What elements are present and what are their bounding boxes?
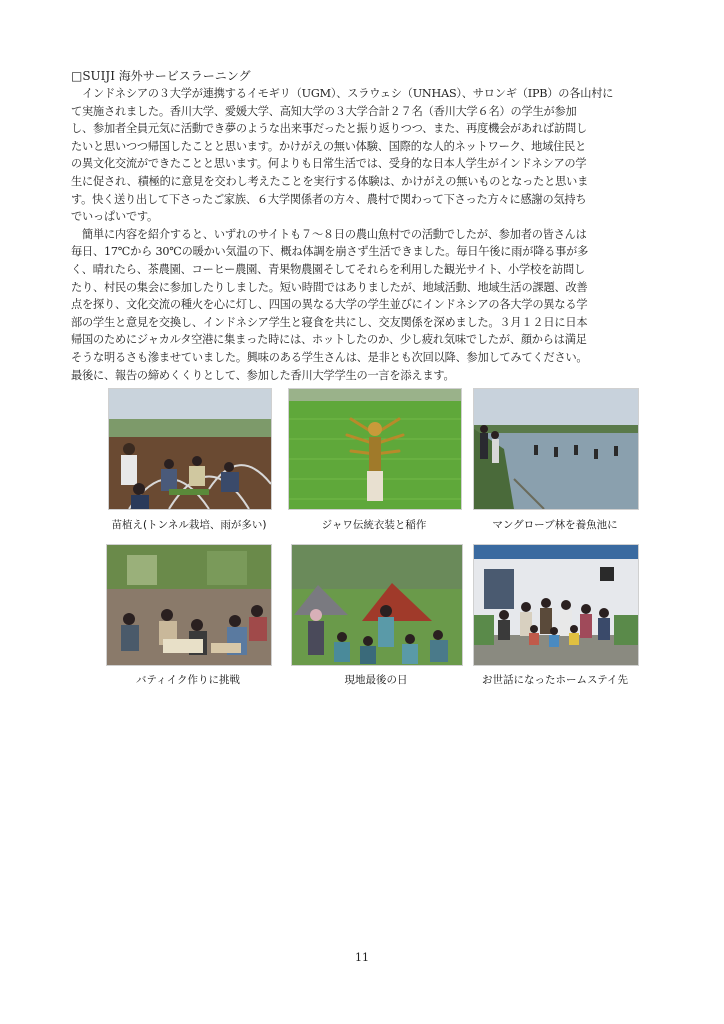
text-line: 生に促され、積極的に意見を交わし考えたことを実行する体験は、かけがえの無いものとなったと思いま (71, 174, 589, 188)
photo-caption: バティイク作りに挑戦 (136, 674, 240, 686)
text-line: 毎日、17℃から 30℃の暖かい気温の下、概ね体調を崩さず生活できました。毎日午後に雨が降る事が多 (71, 245, 589, 259)
text-line: 最後に、報告の締めくくりとして、参加した香川大学学生の一言を添えます。 (71, 368, 455, 382)
photo-homestay-group (473, 544, 639, 666)
text-line: 簡単に内容を紹介すると、いずれのサイトも７〜８日の農山魚村での活動でしたが、参加者の皆さんは (71, 227, 587, 241)
photo-mangrove-pond (473, 388, 639, 510)
photo-tunnel-planting (108, 388, 272, 510)
photo-caption: お世話になったホームステイ先 (481, 674, 629, 686)
photo-rice-field-costume (288, 388, 462, 510)
photo-caption: 現地最後の日 (344, 674, 408, 686)
photo-caption: マングローブ林を養魚池に (492, 519, 618, 531)
text-line: インドネシアの３大学が連携するイモギリ（UGM）、スラウェシ（UNHAS）、サロンギ（IPB）の各山村に (71, 87, 614, 100)
text-line: 部の学生と意見を交換し、インドネシア学生と寝食を共にし、交友関係を深めました。３月１２日に日本 (71, 315, 588, 329)
section-title: □SUIJI 海外サービスラーニング (71, 69, 251, 83)
text-line: 点を探り、文化交流の種火を心に灯し、四国の異なる大学の学生並びにインドネシアの各大学の異なる学 (71, 298, 588, 312)
photo-caption: 苗植え(トンネル栽培、雨が多い) (111, 519, 267, 531)
text-line: たり、村民の集会に参加したりしました。短い時間ではありましたが、地域活動、地域生活の課題、改善 (71, 280, 588, 294)
text-line: く、晴れたら、茶農園、コーヒー農園、青果物農園そしてそれらを利用した観光サイト、小学校を訪問し (71, 262, 585, 276)
text-line: の異文化交流ができたことと思います。何よりも日常生活では、受身的な日本人学生がインドネシアの学 (71, 157, 587, 171)
photo-batik-workshop (106, 544, 272, 666)
body-paragraphs (71, 85, 655, 384)
page-number: 11 (355, 951, 369, 964)
text-line: たいと思いつつ帰国したことと思います。かけがえの無い体験、国際的な人的ネットワーク、地域住民と (71, 139, 587, 153)
photo-caption: ジャワ伝統衣装と稲作 (321, 519, 427, 531)
photo-campsite-group (291, 544, 463, 666)
text-line: 帰国のためにジャカルタ空港に集まった時には、ホットしたのか、少し疲れ気味でしたが、顔からは満足 (71, 333, 587, 347)
text-line: て実施されました。香川大学、愛媛大学、高知大学の３大学合計２７名（香川大学６名）の学生が参加 (71, 104, 577, 118)
text-line: す。快く送り出して下さったご家族、６大学関係者の方々、農村で関わって下さった方々に感謝の気持ち (71, 192, 587, 206)
text-line: し、参加者全員元気に活動でき夢のような出来事だったと振り返りつつ、また、再度機会があれば訪問し (71, 122, 587, 136)
text-line: そうな明るさも滲ませていました。興味のある学生さんは、是非とも次回以降、参加してみてください。 (71, 350, 588, 364)
text-line: でいっぱいです。 (71, 210, 159, 224)
